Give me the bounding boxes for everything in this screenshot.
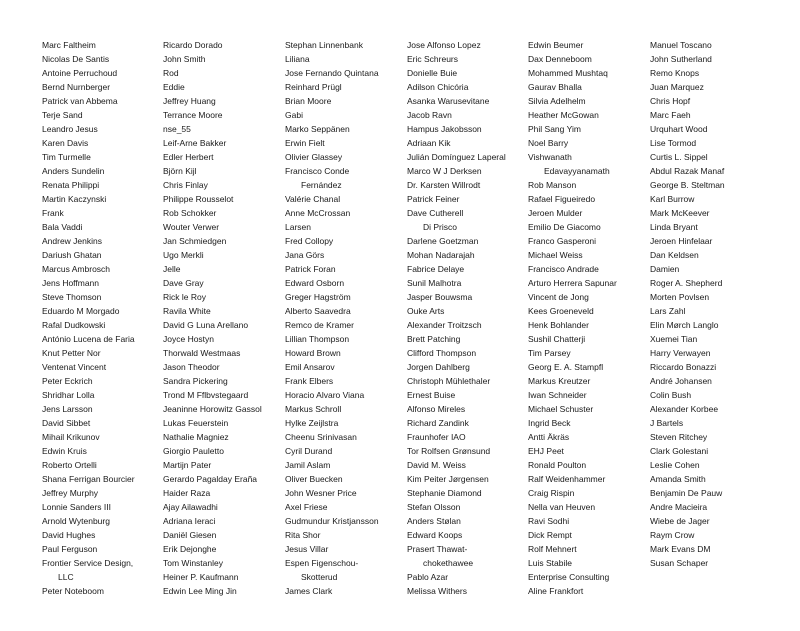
name-column-5	[528, 38, 650, 598]
contributor-name: Ralf Weidenhammer	[528, 474, 606, 484]
contributor-name: nse_55	[163, 124, 191, 134]
contributor-name: Adriana Ieraci	[163, 516, 216, 526]
contributor-name: Steve Thomson	[42, 292, 102, 302]
contributor-name: Oliver Buecken	[285, 474, 343, 484]
contributor-name: Kees Groeneveld	[528, 306, 594, 316]
contributor-name: EHJ Peet	[528, 446, 564, 456]
contributor-name: Ravi Sodhi	[528, 516, 570, 526]
contributor-name: Elin Mørch Langlo	[650, 320, 719, 330]
contributor-name: Ronald Poulton	[528, 460, 587, 470]
contributor-name: Knut Petter Nor	[42, 348, 101, 358]
contributor-name: Ernest Buise	[407, 390, 456, 400]
contributor-name: Edward Koops	[407, 530, 463, 540]
contributor-name: Silvia Adelhelm	[528, 96, 586, 106]
name-continuation: Fernández	[301, 180, 342, 190]
contributor-name: Iwan Schneider	[528, 390, 587, 400]
contributor-name: Leslie Cohen	[650, 460, 700, 470]
contributor-name: Jeaninne Horowitz Gassol	[163, 404, 262, 414]
contributor-name: Cheenu Srinivasan	[285, 432, 357, 442]
contributor-name: Donielle Buie	[407, 68, 458, 78]
contributor-name: Chris Finlay	[163, 180, 208, 190]
contributor-name: Asanka Warusevitane	[407, 96, 490, 106]
contributor-name: Benjamin De Pauw	[650, 488, 723, 498]
contributor-name: Antoine Perruchoud	[42, 68, 118, 78]
contributor-name: Lukas Feuerstein	[163, 418, 229, 428]
contributor-name: Jamil Aslam	[285, 460, 331, 470]
contributor-name: Alexander Troitzsch	[407, 320, 482, 330]
contributor-name: Gaurav Bhalla	[528, 82, 582, 92]
contributor-name: Jens Hoffmann	[42, 278, 100, 288]
contributor-name: Frank Elbers	[285, 376, 334, 386]
contributor-name: Martijn Pater	[163, 460, 212, 470]
contributor-name: Lise Tormod	[650, 138, 697, 148]
contributor-name: Steven Ritchey	[650, 432, 708, 442]
name-line: Espen Figenschou-	[285, 558, 359, 568]
contributor-name: Rob Schokker	[163, 208, 217, 218]
contributor-name: Gerardo Pagalday Eraña	[163, 474, 258, 484]
contributor-name: Vincent de Jong	[528, 292, 589, 302]
contributor-name: George B. Steltman	[650, 180, 725, 190]
name-line: Frontier Service Design,	[42, 558, 134, 568]
contributor-name: Peter Eckrich	[42, 376, 93, 386]
contributor-name: Ravila White	[163, 306, 211, 316]
contributor-name: Gabi	[285, 110, 303, 120]
contributor-name: Lillian Thompson	[285, 334, 350, 344]
contributor-name: Björn Kijl	[163, 166, 197, 176]
contributor-name: Edwin Lee Ming Jin	[163, 586, 237, 596]
contributor-name: Rafal Dudkowski	[42, 320, 106, 330]
contributor-name: David M. Weiss	[407, 460, 466, 470]
contributor-name: Ricardo Dorado	[163, 40, 223, 50]
contributor-name: Emil Ansarov	[285, 362, 335, 372]
contributor-name: Anne McCrossan	[285, 208, 351, 218]
contributor-name: Alfonso Mireles	[407, 404, 466, 414]
contributor-name: Heiner P. Kaufmann	[163, 572, 239, 582]
contributor-name: Jens Larsson	[42, 404, 93, 414]
contributor-name: David Sibbet	[42, 418, 91, 428]
contributor-name: Horacio Alvaro Viana	[285, 390, 365, 400]
contributor-name: Jan Schmiedgen	[163, 236, 227, 246]
contributor-name: Dan Keldsen	[650, 250, 699, 260]
name-continuation: Di Prisco	[423, 222, 458, 232]
contributor-name: Pablo Azar	[407, 572, 449, 582]
contributor-name: Manuel Toscano	[650, 40, 712, 50]
contributor-name: Linda Bryant	[650, 222, 698, 232]
contributor-name: Jose Alfonso Lopez	[407, 40, 481, 50]
contributor-name: Daniël Giesen	[163, 530, 217, 540]
contributor-name: Eddie	[163, 82, 185, 92]
contributor-name: James Clark	[285, 586, 333, 596]
contributor-name: Howard Brown	[285, 348, 341, 358]
contributor-name: Antti Äkräs	[528, 432, 570, 442]
contributor-name: Jana Görs	[285, 250, 325, 260]
contributor-name: Dr. Karsten Willrodt	[407, 180, 481, 190]
contributor-name: Jeffrey Murphy	[42, 488, 99, 498]
contributor-name: Giorgio Pauletto	[163, 446, 224, 456]
contributor-name: Anders Sundelin	[42, 166, 105, 176]
contributor-name: Colin Bush	[650, 390, 692, 400]
contributor-name: Dick Rempt	[528, 530, 572, 540]
contributor-name: Urquhart Wood	[650, 124, 708, 134]
name-line: Francisco Conde	[285, 166, 350, 176]
contributor-name: Jorgen Dahlberg	[407, 362, 470, 372]
contributor-name: John Smith	[163, 54, 206, 64]
contributor-name: Kim Peiter Jørgensen	[407, 474, 489, 484]
contributor-name	[42, 556, 164, 584]
contributor-name: Francisco Andrade	[528, 264, 599, 274]
contributor-name: Lonnie Sanders III	[42, 502, 111, 512]
contributor-name: Marko Seppänen	[285, 124, 350, 134]
contributor-name: Mohammed Mushtaq	[528, 68, 608, 78]
contributor-name: Markus Kreutzer	[528, 376, 591, 386]
contributor-name: Fabrice Delaye	[407, 264, 465, 274]
contributor-name: Craig Rispin	[528, 488, 575, 498]
contributor-name: Eric Schreurs	[407, 54, 459, 64]
contributor-name: Shana Ferrigan Bourcier	[42, 474, 135, 484]
contributor-name: Dax Denneboom	[528, 54, 592, 64]
contributor-name: Susan Schaper	[650, 558, 709, 568]
contributor-name: David Hughes	[42, 530, 96, 540]
contributor-name: Edward Osborn	[285, 278, 345, 288]
contributor-name: Morten Povlsen	[650, 292, 710, 302]
contributor-name: Jasper Bouwsma	[407, 292, 473, 302]
contributor-name: Edwin Beumer	[528, 40, 584, 50]
contributor-name: Rick le Roy	[163, 292, 206, 302]
contributor-name: Marc Faeh	[650, 110, 691, 120]
contributor-name: Karl Burrow	[650, 194, 695, 204]
contributor-name: Jelle	[163, 264, 181, 274]
contributor-name: Enterprise Consulting	[528, 572, 610, 582]
contributor-name: Roberto Ortelli	[42, 460, 97, 470]
contributor-name: Martin Kaczynski	[42, 194, 107, 204]
contributor-name: Edler Herbert	[163, 152, 214, 162]
contributor-name: John Wesner Price	[285, 488, 357, 498]
name-continuation: Skotterud	[301, 572, 338, 582]
name-line: Prasert Thawat-	[407, 544, 468, 554]
contributor-name: Stephan Linnenbank	[285, 40, 363, 50]
contributor-name: Ventenat Vincent	[42, 362, 107, 372]
contributor-name: Jesus Villar	[285, 544, 329, 554]
contributor-name: Christoph Mühlethaler	[407, 376, 491, 386]
contributor-name: Adilson Chicória	[407, 82, 469, 92]
contributor-name: Ouke Arts	[407, 306, 445, 316]
contributor-name: Clark Golestani	[650, 446, 709, 456]
contributor-name: Hampus Jakobsson	[407, 124, 482, 134]
contributor-name: Henk Bohlander	[528, 320, 589, 330]
name-column-6	[650, 38, 772, 570]
name-continuation: chokethawee	[423, 558, 474, 568]
contributor-name: Clifford Thompson	[407, 348, 477, 358]
contributor-name: Rolf Mehnert	[528, 544, 577, 554]
contributor-name: Abdul Razak Manaf	[650, 166, 725, 176]
contributor-name: J Bartels	[650, 418, 684, 428]
contributor-name: Andrew Jenkins	[42, 236, 103, 246]
contributor-name: Leif-Arne Bakker	[163, 138, 227, 148]
name-line: Dave Cutherell	[407, 208, 464, 218]
contributor-name: Frank	[42, 208, 64, 218]
contributor-name: Michael Schuster	[528, 404, 594, 414]
contributor-name: Riccardo Bonazzi	[650, 362, 717, 372]
contributor-name: Lars Zahl	[650, 306, 686, 316]
contributor-name: Joyce Hostyn	[163, 334, 215, 344]
contributor-name: Roger A. Shepherd	[650, 278, 723, 288]
contributor-name: Heather McGowan	[528, 110, 599, 120]
contributor-name: Marco W J Derksen	[407, 166, 482, 176]
contributor-name: Wiebe de Jager	[650, 516, 710, 526]
contributor-name: Richard Zandink	[407, 418, 469, 428]
contributor-name: Brett Patching	[407, 334, 461, 344]
name-continuation: LLC	[58, 572, 74, 582]
contributor-name: Andre Macieira	[650, 502, 708, 512]
contributor-name: Chris Hopf	[650, 96, 691, 106]
contributor-name: Marc Faltheim	[42, 40, 96, 50]
contributor-name: Mihail Krikunov	[42, 432, 100, 442]
name-continuation: Edavayyanamath	[544, 166, 610, 176]
contributor-name: Melissa Withers	[407, 586, 467, 596]
contributor-name: Fraunhofer IAO	[407, 432, 466, 442]
contributors-list	[42, 38, 800, 608]
contributor-name: Tim Parsey	[528, 348, 571, 358]
contributor-name: Fred Collopy	[285, 236, 334, 246]
contributor-name: Darlene Goetzman	[407, 236, 479, 246]
contributor-name: Stephanie Diamond	[407, 488, 482, 498]
contributor-name: Nicolas De Santis	[42, 54, 110, 64]
contributor-name: Georg E. A. Stampfl	[528, 362, 604, 372]
contributor-name: Sandra Pickering	[163, 376, 228, 386]
contributor-name: Jason Theodor	[163, 362, 220, 372]
contributor-name: Arnold Wytenburg	[42, 516, 110, 526]
contributor-name: Leandro Jesus	[42, 124, 98, 134]
contributor-name: Remo Knops	[650, 68, 700, 78]
contributor-name: Thorwald Westmaas	[163, 348, 241, 358]
contributor-name: Rita Shor	[285, 530, 321, 540]
contributor-name: Wouter Verwer	[163, 222, 220, 232]
contributor-name: Jeffrey Huang	[163, 96, 216, 106]
contributor-name: Sushil Chatterji	[528, 334, 586, 344]
contributor-name: Patrick Feiner	[407, 194, 460, 204]
contributor-name: Greger Hagström	[285, 292, 351, 302]
contributor-name: Marcus Ambrosch	[42, 264, 111, 274]
contributor-name: Michael Weiss	[528, 250, 583, 260]
contributor-name: Raym Crow	[650, 530, 695, 540]
contributor-name: Haider Raza	[163, 488, 211, 498]
contributor-name: Damien	[650, 264, 680, 274]
contributor-name: Markus Schroll	[285, 404, 342, 414]
contributor-name: Ajay Ailawadhi	[163, 502, 218, 512]
name-column-2	[163, 38, 285, 598]
contributor-name: Renata Philippi	[42, 180, 100, 190]
contributor-name: Tom Winstanley	[163, 558, 223, 568]
contributor-name: Cyril Durand	[285, 446, 333, 456]
contributor-name: Ingrid Beck	[528, 418, 571, 428]
contributor-name: Ugo Merkli	[163, 250, 204, 260]
contributor-name: Dave Gray	[163, 278, 204, 288]
contributor-name: Mohan Nadarajah	[407, 250, 475, 260]
contributor-name: Arturo Herrera Sapunar	[528, 278, 617, 288]
contributor-name: Terje Sand	[42, 110, 83, 120]
contributor-name: Gudmundur Kristjansson	[285, 516, 379, 526]
contributor-name: Jeroen Mulder	[528, 208, 583, 218]
contributor-name: Curtis L. Sippel	[650, 152, 708, 162]
contributor-name: Jacob Ravn	[407, 110, 452, 120]
contributor-name: Larsen	[285, 222, 311, 232]
contributor-name: Franco Gasperoni	[528, 236, 597, 246]
contributor-name: Shridhar Lolla	[42, 390, 95, 400]
contributor-name: Julián Domínguez Laperal	[407, 152, 506, 162]
contributor-name: Stefan Olsson	[407, 502, 461, 512]
name-line: Vishwanath	[528, 152, 572, 162]
contributor-name: Alexander Korbee	[650, 404, 719, 414]
contributor-name: Liliana	[285, 54, 310, 64]
contributor-name: Bernd Nurnberger	[42, 82, 111, 92]
contributor-name: Xuemei Tian	[650, 334, 698, 344]
contributor-name: Anders Stølan	[407, 516, 461, 526]
contributor-name	[285, 164, 407, 192]
contributor-name	[407, 206, 529, 234]
contributor-name: Sunil Malhotra	[407, 278, 462, 288]
contributor-name: David G Luna Arellano	[163, 320, 249, 330]
contributor-name: Adriaan Kik	[407, 138, 451, 148]
contributor-name: Philippe Rousselot	[163, 194, 234, 204]
contributor-name: Rod	[163, 68, 179, 78]
contributor-name: Axel Friese	[285, 502, 328, 512]
contributor-name: Patrick van Abbema	[42, 96, 118, 106]
contributor-name: Jose Fernando Quintana	[285, 68, 379, 78]
contributor-name: Tor Rolfsen Grønsund	[407, 446, 491, 456]
contributor-name: Bala Vaddi	[42, 222, 83, 232]
contributor-name: Noel Barry	[528, 138, 569, 148]
contributor-name	[528, 150, 650, 178]
contributor-name: Peter Noteboom	[42, 586, 104, 596]
contributor-name: Amanda Smith	[650, 474, 706, 484]
contributor-name: Eduardo M Morgado	[42, 306, 120, 316]
contributor-name: Erik Dejonghe	[163, 544, 217, 554]
name-column-1	[42, 38, 164, 598]
contributor-name: Edwin Kruis	[42, 446, 87, 456]
contributor-name: Trond M Fflbvstegaard	[163, 390, 249, 400]
contributor-name: Dariush Ghatan	[42, 250, 102, 260]
contributor-name: Valérie Chanal	[285, 194, 341, 204]
contributor-name	[285, 556, 407, 584]
contributor-name: Tim Turmelle	[42, 152, 91, 162]
contributor-name: António Lucena de Faria	[42, 334, 135, 344]
contributor-name: Aline Frankfort	[528, 586, 584, 596]
contributor-name: Olivier Glassey	[285, 152, 343, 162]
contributor-name: Mark McKeever	[650, 208, 710, 218]
contributor-name: Nella van Heuven	[528, 502, 596, 512]
contributor-name: Alberto Saavedra	[285, 306, 351, 316]
contributor-name: Rafael Figueiredo	[528, 194, 596, 204]
contributor-name: Patrick Foran	[285, 264, 336, 274]
contributor-name: Emilio De Giacomo	[528, 222, 601, 232]
contributor-name: Nathalie Magniez	[163, 432, 229, 442]
contributor-name: Phil Sang Yim	[528, 124, 581, 134]
contributor-name: Terrance Moore	[163, 110, 223, 120]
name-column-4	[407, 38, 529, 598]
contributor-name: Mark Evans DM	[650, 544, 711, 554]
contributor-name: André Johansen	[650, 376, 712, 386]
contributor-name: Luis Stabile	[528, 558, 572, 568]
contributor-name: Erwin Fielt	[285, 138, 325, 148]
contributor-name: John Sutherland	[650, 54, 712, 64]
contributor-name: Paul Ferguson	[42, 544, 98, 554]
contributor-name: Rob Manson	[528, 180, 577, 190]
contributor-name: Brian Moore	[285, 96, 332, 106]
name-column-3	[285, 38, 407, 598]
contributor-name: Remco de Kramer	[285, 320, 354, 330]
contributor-name: Harry Verwayen	[650, 348, 711, 358]
contributor-name	[407, 542, 529, 570]
contributor-name: Hylke Zeijlstra	[285, 418, 339, 428]
contributor-name: Karen Davis	[42, 138, 89, 148]
contributor-name: Jeroen Hinfelaar	[650, 236, 713, 246]
contributor-name: Juan Marquez	[650, 82, 704, 92]
contributor-name: Reinhard Prügl	[285, 82, 342, 92]
